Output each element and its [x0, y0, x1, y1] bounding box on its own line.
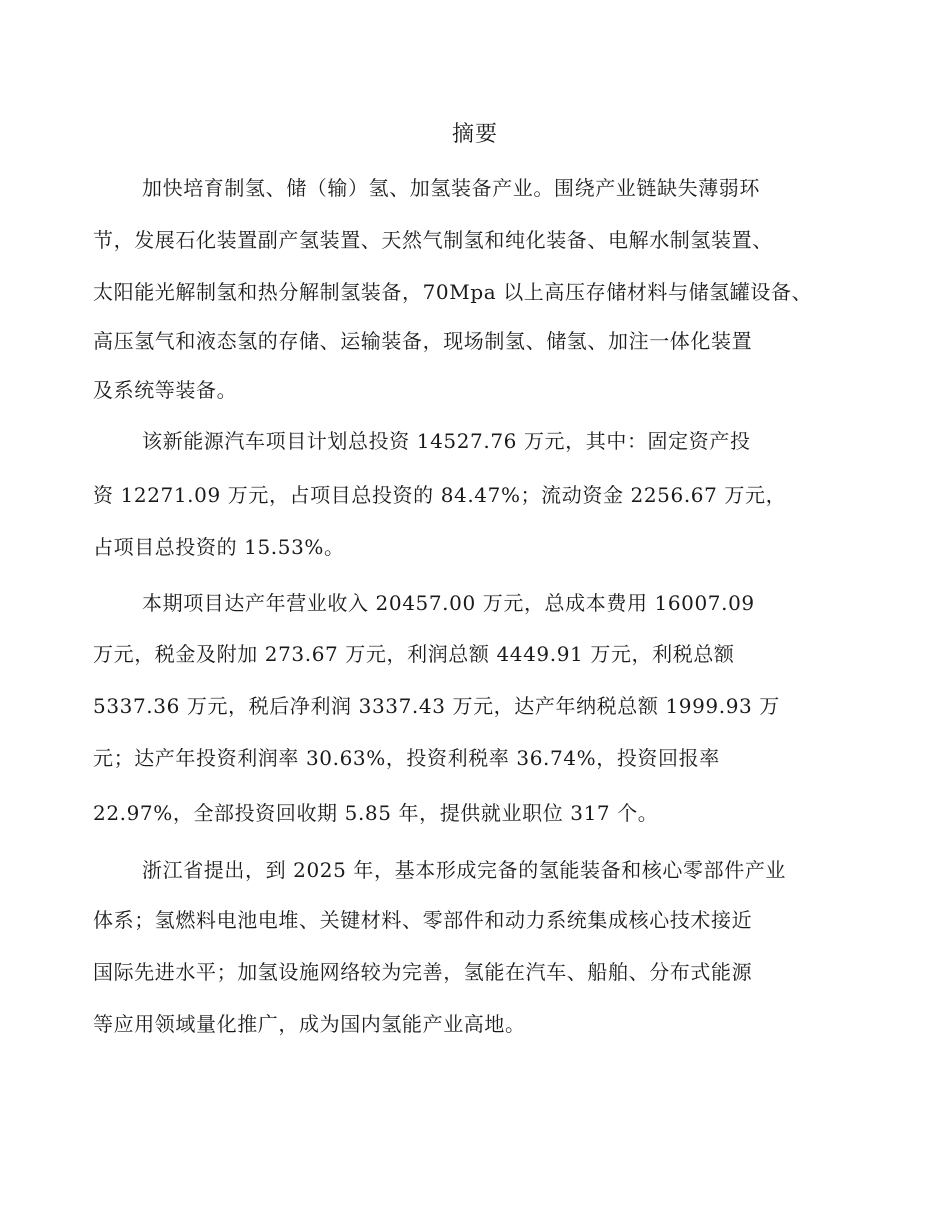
paragraph-2-line-1: 该新能源汽车项目计划总投资 14527.76 万元，其中：固定资产投	[142, 429, 751, 453]
paragraph-4-line-4: 等应用领域量化推广，成为国内氢能产业高地。	[93, 1012, 526, 1036]
paragraph-1-line-5: 及系统等装备。	[93, 378, 238, 402]
paragraph-1-line-3: 太阳能光解制氢和热分解制氢装备，70Mpa 以上高压存储材料与储氢罐设备、	[93, 280, 813, 304]
paragraph-1-line-4: 高压氢气和液态氢的存储、运输装备，现场制氢、储氢、加注一体化装置	[93, 329, 753, 353]
paragraph-4-line-3: 国际先进水平；加氢设施网络较为完善，氢能在汽车、船舶、分布式能源	[93, 960, 753, 984]
paragraph-1-line-2: 节，发展石化装置副产氢装置、天然气制氢和纯化装备、电解水制氢装置、	[93, 228, 773, 252]
paragraph-2-line-3: 占项目总投资的 15.53%。	[93, 535, 345, 559]
paragraph-3-line-3: 5337.36 万元，税后净利润 3337.43 万元，达产年纳税总额 1999.93 万	[93, 694, 780, 718]
paragraph-3-line-4: 元；达产年投资利润率 30.63%，投资利税率 36.74%，投资回报率	[93, 746, 720, 770]
paragraph-4-line-1: 浙江省提出，到 2025 年，基本形成完备的氢能装备和核心零部件产业	[142, 858, 787, 882]
paragraph-3-line-1: 本期项目达产年营业收入 20457.00 万元，总成本费用 16007.09	[142, 591, 755, 615]
paragraph-3-line-5: 22.97%，全部投资回收期 5.85 年，提供就业职位 317 个。	[93, 801, 659, 825]
page-title: 摘要	[451, 122, 498, 147]
paragraph-3-line-2: 万元，税金及附加 273.67 万元，利润总额 4449.91 万元，利税总额	[93, 642, 735, 666]
paragraph-2-line-2: 资 12271.09 万元，占项目总投资的 84.47%；流动资金 2256.67 万元，	[93, 483, 787, 507]
paragraph-1-line-1: 加快培育制氢、储（输）氢、加氢装备产业。围绕产业链缺失薄弱环	[142, 176, 760, 200]
paragraph-4-line-2: 体系；氢燃料电池电堆、关键材料、零部件和动力系统集成核心技术接近	[93, 908, 753, 932]
